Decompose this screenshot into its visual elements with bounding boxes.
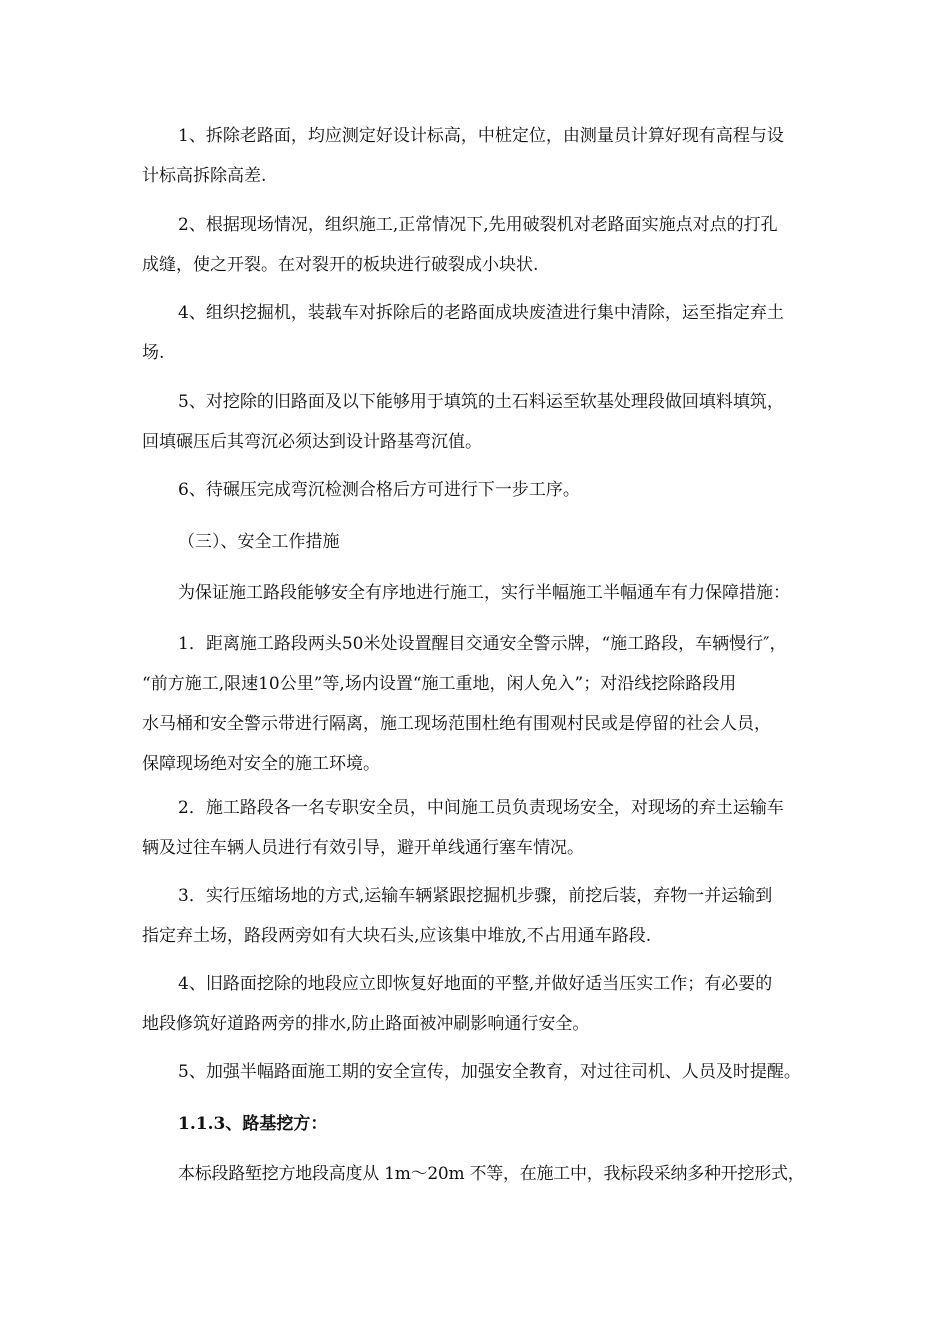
text-line: 地段修筑好道路两旁的排水,防止路面被冲刷影响通行安全。 — [142, 1014, 590, 1034]
text-line: 2．施工路段各一名专职安全员，中间施工员负责现场安全，对现场的弃土运输车 — [178, 798, 784, 818]
text-line: 回填碾压后其弯沉必须达到设计路基弯沉值。 — [142, 432, 482, 452]
text-line: 4、旧路面挖除的地段应立即恢复好地面的平整,并做好适当压实工作；有必要的 — [178, 974, 773, 994]
text-line: 计标高拆除高差. — [142, 166, 267, 186]
text-line: 为保证施工路段能够安全有序地进行施工，实行半幅施工半幅通车有力保障措施： — [178, 583, 790, 603]
text-line: 1．距离施工路段两头50米处设置醒目交通安全警示牌，“施工路段，车辆慢行″， — [178, 634, 787, 654]
text-line: “前方施工,限速10公里”等,场内设置“施工重地，闲人免入”；对沿线挖除路段用 — [142, 674, 737, 694]
text-line: 保障现场绝对安全的施工环境。 — [142, 754, 380, 774]
text-line: 3．实行压缩场地的方式,运输车辆紧跟挖掘机步骤，前挖后装，弃物一并运输到 — [178, 886, 773, 906]
text-line: 6、待碾压完成弯沉检测合格后方可进行下一步工序。 — [178, 480, 580, 500]
text-line: 场. — [142, 343, 165, 363]
text-line: 5、对挖除的旧路面及以下能够用于填筑的土石料运至软基处理段做回填料填筑， — [178, 392, 784, 412]
text-line: 2、根据现场情况，组织施工,正常情况下,先用破裂机对老路面实施点对点的打孔 — [178, 215, 778, 235]
text-line: 辆及过往车辆人员进行有效引导，避开单线通行塞车情况。 — [142, 838, 584, 858]
text-line: 4、组织挖掘机，装载车对拆除后的老路面成块废渣进行集中清除，运至指定弃土 — [178, 303, 784, 323]
text-line: 指定弃土场，路段两旁如有大块石头,应该集中堆放,不占用通车路段. — [142, 926, 652, 946]
text-line: （三）、安全工作措施 — [178, 532, 340, 552]
text-line: 本标段路堑挖方地段高度从 1m～20m 不等，在施工中，我标段采纳多种开挖形式， — [178, 1164, 805, 1184]
text-line: 1.1.3、路基挖方： — [178, 1114, 328, 1134]
text-line: 5、加强半幅路面施工期的安全宣传，加强安全教育，对过往司机、人员及时提醒。 — [178, 1062, 801, 1082]
text-line: 1、拆除老路面，均应测定好设计标高，中桩定位，由测量员计算好现有高程与设 — [178, 126, 784, 146]
text-line: 水马桶和安全警示带进行隔离，施工现场范围杜绝有围观村民或是停留的社会人员， — [142, 714, 771, 734]
text-line: 成缝，使之开裂。在对裂开的板块进行破裂成小块状. — [142, 255, 539, 275]
